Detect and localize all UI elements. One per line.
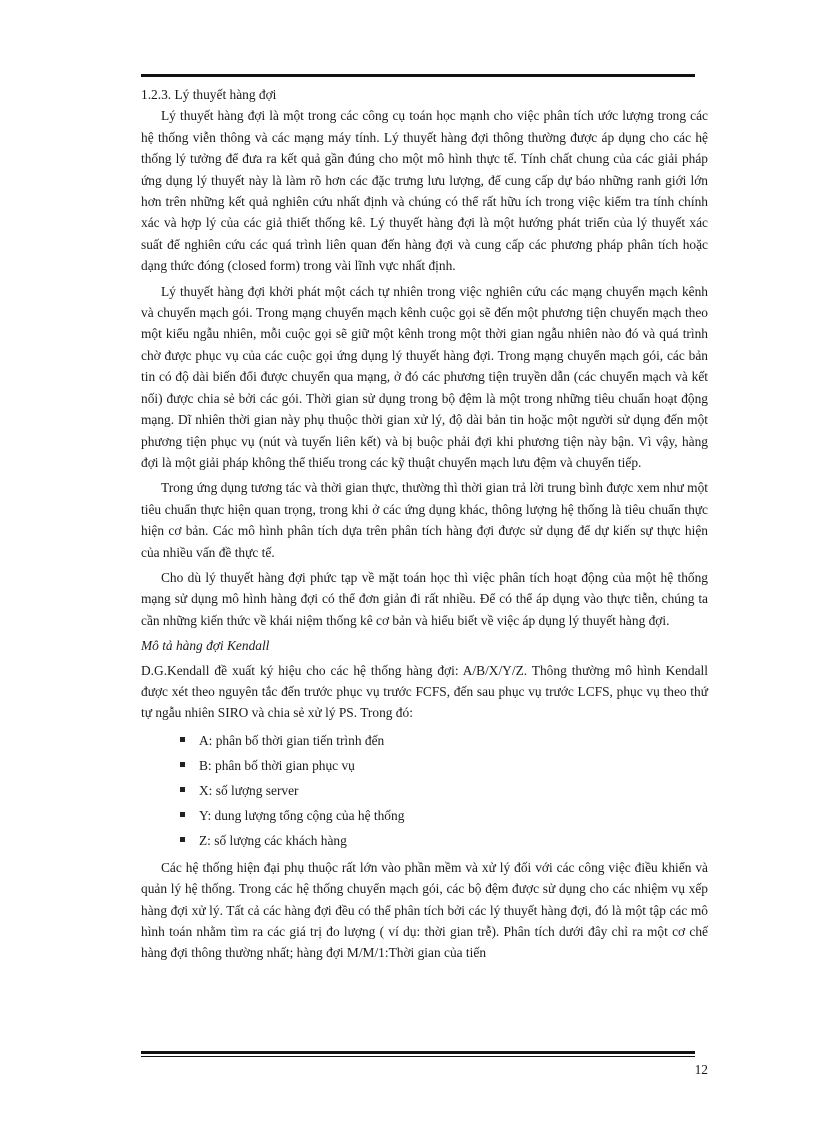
paragraph-intro-4: Cho dù lý thuyết hàng đợi phức tạp về mặt toán học thì việc phân tích hoạt động của một hệ thống mạng sử dụng mô hình hàng đợi có thể đơn giản đi rất nhiều. Để có thể áp dụng vào thực tiễn, chúng ta cần những kiến thức về khái niệm thống kê cơ bản và hiểu biết về việc áp dụng lý thuyết hàng đợi. (141, 569, 708, 628)
square-bullet-icon (180, 837, 185, 842)
kendall-list (141, 728, 708, 853)
list-item-text: A: phân bố thời gian tiến trình đến (199, 732, 385, 748)
paragraph-intro-1: Lý thuyết hàng đợi là một trong các công cụ toán học mạnh cho việc phân tích ước lượng trong các hệ thống viễn thông và các mạng máy tính. Lý thuyết hàng đợi thông thường được áp dụng cho các hệ thống lý tưởng để đưa ra kết quả gần đúng cho một mô hình thực tế. Tính chất chung của các giải pháp ứng dụng lý thuyết này là làm rõ hơn các đặc trưng lưu lượng, để cung cấp dự báo những ranh giới lớn hơn trên những kết quả nghiên cứu nhất định và chúng có thể rất hữu ích trong việc kiểm tra tính chính xác và hợp lý của các giả thiết thống kê. Lý thuyết hàng đợi là một hướng phát triển của lý thuyết xác suất để nghiên cứu các quá trình liên quan đến hàng đợi và cung cấp các phương pháp phân tích hoặc dạng thức đóng (closed form) trong vài lĩnh vực nhất định. (141, 108, 708, 274)
paragraph-intro-2: Lý thuyết hàng đợi khởi phát một cách tự nhiên trong việc nghiên cứu các mạng chuyển mạch kênh và chuyển mạch gói. Trong mạng chuyển mạch kênh cuộc gọi sẽ đến một phương tiện chuyển mạch theo một kiểu ngẫu nhiên, mỗi cuộc gọi sẽ giữ một kênh trong một thời gian ngẫu nhiên nào đó và quá trình chờ được phục vụ của các cuộc gọi ứng dụng lý thuyết hàng đợi. Trong mạng chuyển mạch gói, các bản tin có độ dài biến đổi được chuyển qua mạng, ở đó các phương tiện truyền dẫn (các chuyển mạch và kết nối) được chia sẻ bởi các gói. Thời gian sử dụng trong bộ đệm là một trong những tiêu chuẩn hoạt động mạng. Dĩ nhiên thời gian này phụ thuộc thời gian xử lý, độ dài bản tin hoặc một người sử dụng đến một phương tiện phục vụ (nút và tuyến liên kết) và bị buộc phải đợi khi phương tiện này bận. Vì vậy, hàng đợi là một giải pháp không thể thiếu trong các kỹ thuật chuyển mạch lưu đệm và chuyển tiếp. (141, 283, 708, 470)
square-bullet-icon (180, 787, 185, 792)
kendall-heading: Mô tả hàng đợi Kendall (141, 638, 270, 654)
list-item (141, 778, 708, 803)
paragraph-intro-3: Trong ứng dụng tương tác và thời gian thực, thường thì thời gian trả lời trung bình được xem như một tiêu chuẩn thực hiện quan trọng, trong khi ở các ứng dụng khác, thông lượng hệ thống là tiêu chuẩn thực hiện cơ bản. Các mô hình phân tích dựa trên phân tích hàng đợi được sử dụng để dự kiến sự thực hiện của nhiều vấn đề thực tế. (141, 480, 708, 560)
footer-rule-thin (141, 1056, 695, 1057)
square-bullet-icon (180, 737, 185, 742)
list-item-text: Z: số lượng các khách hàng (199, 832, 347, 848)
list-item (141, 828, 708, 853)
square-bullet-icon (180, 812, 185, 817)
list-item-text: B: phân bố thời gian phục vụ (199, 757, 355, 773)
kendall-paragraph: D.G.Kendall đề xuất ký hiệu cho các hệ thống hàng đợi: A/B/X/Y/Z. Thông thường mô hình Kendall được xét theo nguyên tắc đến trước phục vụ trước FCFS, đến sau phục vụ trước LCFS, phục vụ theo thứ tự ngẫu nhiên SIRO và chia sẻ xử lý PS. Trong đó: (141, 662, 708, 721)
section-heading: 1.2.3. Lý thuyết hàng đợi (141, 87, 277, 102)
closing-paragraph: Các hệ thống hiện đại phụ thuộc rất lớn vào phần mềm và xử lý đối với các công việc điều khiển và quản lý hệ thống. Trong các hệ thống chuyển mạch gói, các bộ đệm được sử dụng cho các nhiệm vụ xếp hàng đợi xử lý. Tất cả các hàng đợi đều có thể phân tích bởi các lý thuyết hàng đợi, đó là một tập các mô hình toán nhằm tìm ra các giá trị đo lượng ( ví dụ: thời gian trễ). Phân tích dưới đây chỉ ra một cơ chế hàng đợi thông thường nhất; hàng đợi M/M/1:Thời gian của tiến (141, 859, 708, 961)
list-item-text: X: số lượng server (199, 782, 299, 798)
list-item (141, 803, 708, 828)
header-rule (141, 74, 695, 77)
list-item-text: Y: dung lượng tổng cộng của hệ thống (199, 807, 405, 823)
page-body (141, 84, 708, 968)
page-number: 12 (694, 1062, 708, 1077)
list-item (141, 753, 708, 778)
footer-rule-thick (141, 1051, 695, 1054)
square-bullet-icon (180, 762, 185, 767)
list-item (141, 728, 708, 753)
